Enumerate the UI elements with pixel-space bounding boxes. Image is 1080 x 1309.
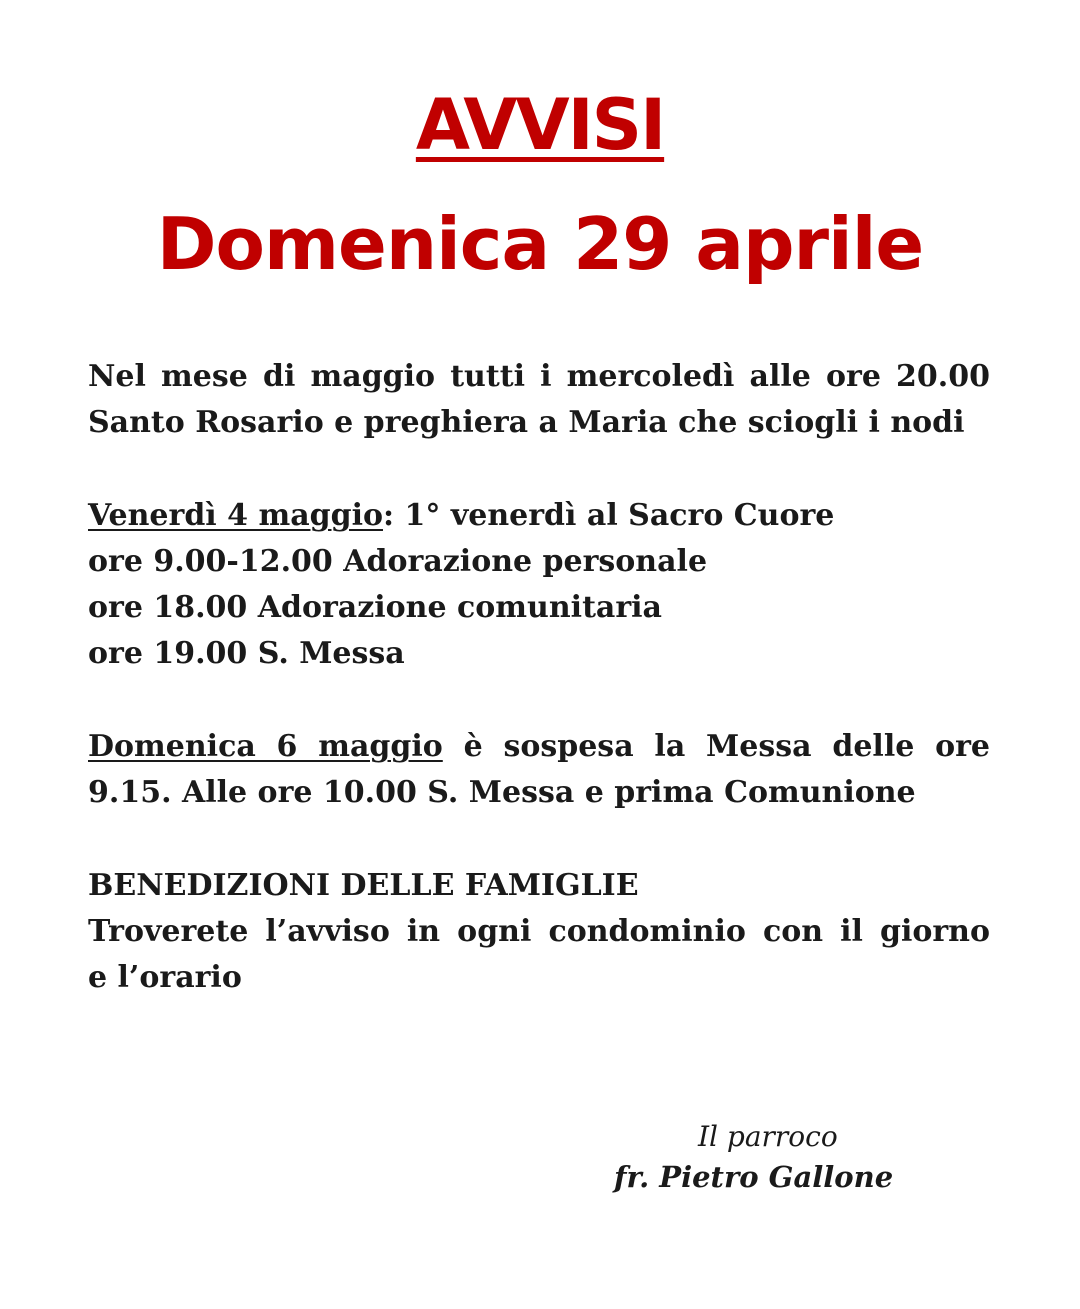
notice-first-friday-date: Venerdì 4 maggio	[88, 498, 383, 533]
notice-first-communion-date: Domenica 6 maggio	[88, 729, 443, 764]
notice-first-communion-line1	[88, 724, 990, 770]
page-title: AVVISI	[415, 84, 665, 166]
notice-blessings-line2: e l’orario	[88, 960, 242, 995]
notice-first-friday-item: ore 18.00 Adorazione comunitaria	[88, 590, 662, 625]
notice-first-communion	[88, 724, 990, 816]
notice-may-rosary	[88, 354, 990, 446]
notice-blessings	[88, 863, 990, 1001]
notice-first-friday-intro	[88, 493, 990, 539]
notice-first-communion-line1-rest: è sospesa la Messa delle ore	[442, 729, 990, 764]
signature-role: Il parroco	[698, 1120, 838, 1153]
notice-first-friday	[88, 493, 990, 677]
signature-name: fr. Pietro Gallone	[614, 1160, 894, 1194]
notice-first-communion-line2: 9.15. Alle ore 10.00 S. Messa e prima Comunione	[88, 775, 916, 810]
notice-blessings-line1: Troverete l’avviso in ogni condominio con il giorno	[88, 914, 990, 949]
notice-may-rosary-line1: Nel mese di maggio tutti i mercoledì alle ore 20.00	[88, 359, 990, 394]
notice-may-rosary-line2: Santo Rosario e preghiera a Maria che sciogli i nodi	[88, 405, 965, 440]
notice-blessings-heading: BENEDIZIONI DELLE FAMIGLIE	[88, 868, 639, 903]
notice-first-friday-intro-rest: : 1° venerdì al Sacro Cuore	[383, 498, 835, 533]
page-date-heading: Domenica 29 aprile	[156, 202, 924, 286]
notice-first-friday-item: ore 9.00-12.00 Adorazione personale	[88, 544, 708, 579]
notice-first-friday-item: ore 19.00 S. Messa	[88, 636, 405, 671]
